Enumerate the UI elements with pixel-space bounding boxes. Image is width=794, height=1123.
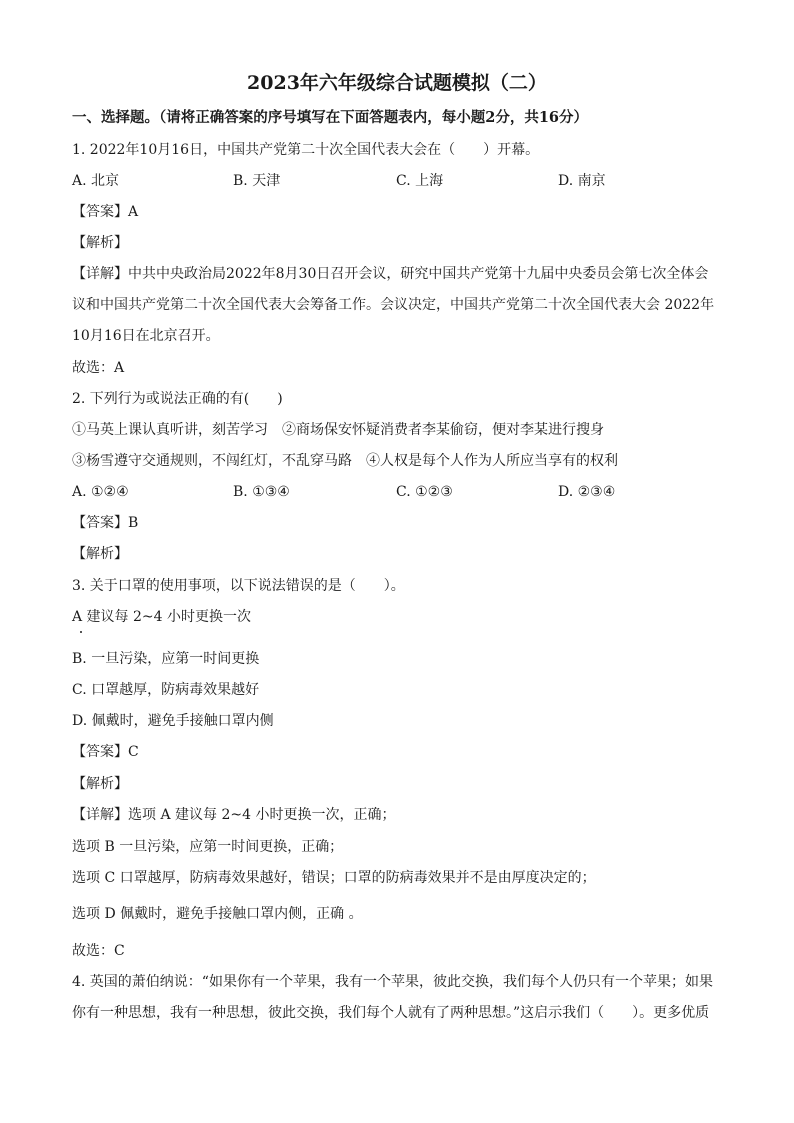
question-2-option-b: B. ①③④ [233,484,290,500]
question-1-option-a: A. 北京 [72,173,120,189]
question-2-answer: 【答案】B [72,515,139,531]
question-1-option-c: C. 上海 [396,173,444,189]
question-3-stem: 3. 关于口罩的使用事项，以下说法错误的是（ ）。 [72,578,405,594]
question-2-analysis-label: 【解析】 [72,546,128,562]
question-1-detail-line: 议和中国共产党第二十次全国代表大会筹备工作。会议决定，中国共产党第二十次全国代表大会 2022年 [72,297,715,313]
question-3-detail-line: 选项 D 佩戴时，避免手接触口罩内侧，正确 。 [72,906,363,922]
question-3-option-a: A 建议每 2~4 小时更换一次 [72,609,252,625]
question-1-analysis-label: 【解析】 [72,235,128,251]
question-3-detail-line: 【详解】选项 A 建议每 2~4 小时更换一次，正确； [72,807,396,823]
question-3-option-d: D. 佩戴时，避免手接触口罩内侧 [72,713,274,729]
question-3-analysis-label: 【解析】 [72,776,128,792]
question-2-stem: 2. 下列行为或说法正确的有( ) [72,391,283,407]
question-3-option-b: B. 一旦污染，应第一时间更换 [72,651,260,667]
question-1-detail-line: 【详解】中共中央政治局2022年8月30日召开会议，研究中国共产党第十九届中央委员会第七次全体会 [72,266,709,282]
question-1-detail-line: 10月16日在北京召开。 [72,328,220,344]
question-2-statement: ③杨雪遵守交通规则，不闯红灯，不乱穿马路 ④人权是每个人作为人所应当享有的权利 [72,453,618,469]
question-4-stem-line: 4. 英国的萧伯纳说：“如果你有一个苹果，我有一个苹果，彼此交换，我们每个人仍只有一个苹果；如果 [72,974,713,990]
question-1-stem: 1. 2022年10月16日，中国共产党第二十次全国代表大会在（ ）开幕。 [72,142,540,158]
question-1-option-d: D. 南京 [558,173,606,189]
stray-dot-mark [80,631,82,633]
question-2-option-c: C. ①②③ [396,484,453,500]
question-3-detail-line: 选项 C 口罩越厚，防病毒效果越好，错误；口罩的防病毒效果并不是由厚度决定的； [72,870,596,886]
question-1-option-b: B. 天津 [233,173,281,189]
question-4-stem-line: 你有一种思想，我有一种思想，彼此交换，我们每个人就有了两种思想。”这启示我们（ ）。更多优质 [72,1005,710,1021]
question-2-option-d: D. ②③④ [558,484,616,500]
question-1-answer: 【答案】A [72,204,139,220]
question-3-choice: 故选：C [72,943,125,959]
page-title: 2023年六年级综合试题模拟（二） [247,72,547,94]
question-3-answer: 【答案】C [72,744,139,760]
question-3-detail-line: 选项 B 一旦污染，应第一时间更换，正确； [72,839,344,855]
question-1-choice: 故选：A [72,360,125,376]
question-3-option-c: C. 口罩越厚，防病毒效果越好 [72,682,260,698]
question-2-statement: ①马英上课认真听讲，刻苦学习 ②商场保安怀疑消费者李某偷窃，便对李某进行搜身 [72,422,604,438]
question-2-option-a: A. ①②④ [72,484,129,500]
section-header: 一、选择题。（请将正确答案的序号填写在下面答题表内，每小题2分，共16分） [72,109,589,126]
